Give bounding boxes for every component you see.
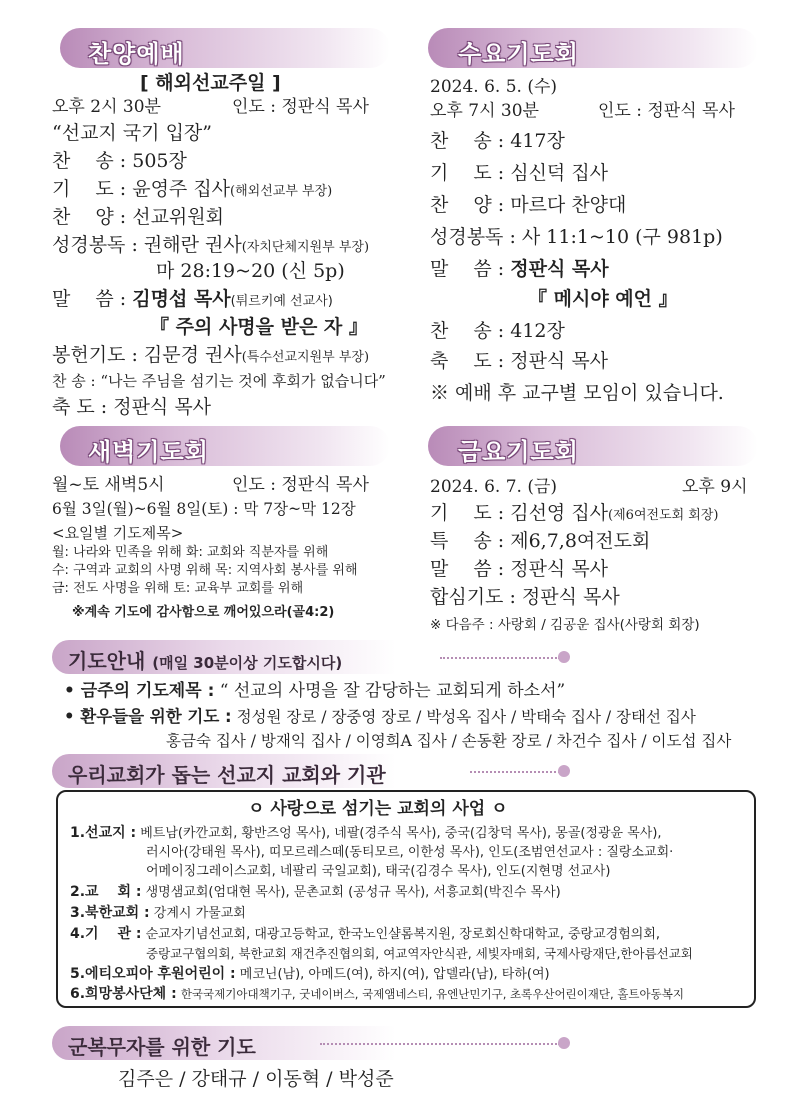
- sunday-title: 찬양예배: [88, 40, 185, 68]
- friday-sermon: 말 씀 : 정판식 목사: [430, 558, 609, 580]
- sunday-sermon-title: 『 주의 사명을 받은 자 』: [150, 316, 368, 338]
- missions-row-4-b: 중랑교구협의회, 북한교회 재건추진협의회, 여교역자안식관, 세빛자매회, 국제사랑재단,한아름선교회: [146, 946, 693, 961]
- sunday-offering: [52, 344, 369, 369]
- military-title: 군복무자를 위한 기도: [68, 1035, 256, 1059]
- missions-row-6-label: 6.희망봉사단체 :: [70, 986, 177, 1002]
- sunday-sermon: [52, 288, 333, 313]
- friday-prayer: [430, 502, 719, 527]
- missions-row-3-a: 강계시 가물교회: [153, 906, 246, 921]
- missions-row-3: [70, 904, 246, 923]
- prayer-guide-divider: [440, 657, 560, 659]
- dawn-topics-head: <요일별 기도제목>: [52, 524, 184, 542]
- dawn-topics-3: 금: 전도 사명을 위해 토: 교육부 교회를 위해: [52, 581, 304, 596]
- missions-row-4-a: 순교자기념선교회, 대광고등학교, 한국노인샬롬복지원, 장로회신학대학교, 중랑교경험의회,: [145, 927, 661, 942]
- missions-dot: [558, 765, 570, 777]
- patients-prayer: [64, 706, 696, 728]
- military-names: 김주은 / 강태규 / 이동혁 / 박성준: [118, 1068, 394, 1090]
- sunday-prayer-label: 기 도 : 윤영주 집사: [52, 178, 231, 200]
- dawn-schedule: 월~토 새벽5시: [52, 475, 165, 495]
- military-dot: [558, 1037, 570, 1049]
- sunday-offering-label: 봉헌기도 : 김문경 권사: [52, 344, 242, 366]
- patients-prayer-list-2: 홍금숙 집사 / 방재익 집사 / 이영희A 집사 / 손동환 장로 / 차건수 집사 / 이도섭 집사: [166, 732, 732, 750]
- military-divider: [320, 1043, 560, 1045]
- sunday-prayer-note: (해외선교부 부장): [230, 184, 333, 199]
- friday-next: ※ 다음주 : 사랑회 / 김공운 집사(사랑회 회장): [430, 617, 700, 633]
- sunday-leader: 인도 : 정판식 목사: [232, 97, 369, 117]
- patients-prayer-label: • 환우들을 위한 기도 :: [64, 707, 232, 726]
- dawn-verse: ※계속 기도에 감사함으로 깨어있으라(골4:2): [72, 605, 335, 620]
- friday-time: 오후 9시: [682, 477, 748, 497]
- prayer-guide-dot: [558, 651, 570, 663]
- missions-row-6-a: 한국국제기아대책기구, 굿네이버스, 국제앰네스티, 유엔난민기구, 초록우산어린이재단, 홀트아동복지: [180, 987, 684, 1001]
- missions-row-1-c: 어메이징그레이스교회, 네팔리 국일교회), 태국(김경수 목사), 인도(지현명 선교사): [146, 864, 611, 879]
- wednesday-hymn2: 찬 송 : 412장: [430, 320, 565, 342]
- sunday-sermon-preacher: 김명섭 목사: [132, 288, 231, 310]
- dawn-leader: 인도 : 정판식 목사: [232, 475, 369, 495]
- wednesday-time: 오후 7시 30분: [430, 101, 539, 121]
- wednesday-benediction: 축 도 : 정판식 목사: [430, 350, 609, 372]
- prayer-guide-main: 기도안내: [68, 649, 146, 673]
- missions-row-2-a: 생명샘교회(엄대현 목사), 문촌교회 (공성규 목사), 서흥교회(박진수 목사): [145, 885, 561, 900]
- dawn-topics-2: 수: 구역과 교회의 사명 위해 목: 지역사회 봉사를 위해: [52, 563, 358, 578]
- sunday-reading: [52, 234, 369, 259]
- sunday-sermon-note: (튀르키예 선교사): [230, 294, 333, 309]
- patients-prayer-list-1: 정성원 장로 / 장중영 장로 / 박성옥 집사 / 박태숙 집사 / 장태선 집사: [236, 708, 696, 726]
- sunday-hymn2: 찬 송 : “나는 주님을 섬기는 것에 후회가 없습니다”: [52, 372, 386, 390]
- missions-row-1: [70, 824, 662, 843]
- sunday-opening: “선교지 국기 입장”: [52, 122, 212, 144]
- prayer-guide-subtitle: (매일 30분이상 기도합시다): [152, 654, 343, 672]
- wednesday-leader: 인도 : 정판식 목사: [598, 101, 735, 121]
- missions-row-5-label: 5.에티오피아 후원어린이 :: [70, 966, 236, 982]
- dawn-topics-1: 월: 나라와 민족을 위해 화: 교회와 직분자를 위해: [52, 545, 329, 560]
- missions-row-6: [70, 985, 684, 1004]
- wednesday-sermon-preacher: 정판식 목사: [510, 258, 609, 280]
- missions-row-4-label: 4.기 관 :: [70, 926, 142, 942]
- sunday-reading-note: (자치단체지원부 부장): [241, 240, 370, 255]
- wednesday-date: 2024. 6. 5. (수): [430, 77, 558, 97]
- sunday-hymn: 찬 송 : 505장: [52, 150, 187, 172]
- friday-special: 특 송 : 제6,7,8여전도회: [430, 530, 651, 552]
- wednesday-sermon: [430, 258, 609, 280]
- weekly-prayer-text: “ 선교의 사명을 잘 감당하는 교회되게 하소서”: [219, 681, 566, 701]
- friday-title: 금요기도회: [458, 438, 579, 466]
- wednesday-choir: 찬 양 : 마르다 찬양대: [430, 194, 627, 216]
- missions-row-5: [70, 965, 550, 984]
- missions-row-1-a: 베트남(카깐교회, 황반즈엉 목사), 네팔(경주식 목사), 중국(김창덕 목사), 몽골(정광윤 목사),: [140, 826, 662, 841]
- sunday-offering-note: (특수선교지원부 부장): [241, 350, 370, 365]
- wednesday-prayer: 기 도 : 심신덕 집사: [430, 162, 609, 184]
- wednesday-title: 수요기도회: [458, 40, 579, 68]
- missions-box-title: ㅇ 사랑으로 섬기는 교회의 사업 ㅇ: [248, 799, 508, 819]
- weekly-prayer: [64, 680, 565, 702]
- sunday-reading-label: 성경봉독 : 권해란 권사: [52, 234, 242, 256]
- sunday-reading-passage: 마 28:19~20 (신 5p): [156, 260, 345, 282]
- missions-row-1-b: 러시아(강태원 목사), 띠모르레스떼(동티모르, 이한성 목사), 인도(조범연선교사 : 질랑소교회·: [146, 845, 674, 860]
- missions-row-4: [70, 925, 660, 944]
- friday-unison: 합심기도 : 정판식 목사: [430, 586, 620, 608]
- missions-row-2-label: 2.교 회 :: [70, 884, 142, 900]
- sunday-choir: 찬 양 : 선교위원회: [52, 206, 224, 228]
- missions-row-3-label: 3.북한교회 :: [70, 905, 150, 921]
- missions-row-2: [70, 883, 561, 902]
- missions-title: 우리교회가 돕는 선교지 교회와 기관: [68, 763, 386, 787]
- dawn-range: 6월 3일(월)~6월 8일(토) : 막 7장~막 12장: [52, 500, 356, 518]
- wednesday-reading: 성경봉독 : 사 11:1~10 (구 981p): [430, 226, 723, 248]
- wednesday-sermon-label: 말 씀 :: [430, 258, 511, 280]
- wednesday-sermon-title: 『 메시야 예언 』: [528, 288, 678, 310]
- sunday-benediction: 축 도 : 정판식 목사: [52, 396, 212, 418]
- wednesday-note: ※ 예배 후 교구별 모임이 있습니다.: [430, 382, 724, 404]
- missions-divider: [470, 771, 560, 773]
- weekly-prayer-label: • 금주의 기도제목 :: [64, 681, 215, 701]
- sunday-time: 오후 2시 30분: [52, 97, 161, 117]
- missions-row-1-label: 1.선교지 :: [70, 825, 137, 841]
- sunday-sermon-label: 말 씀 :: [52, 288, 133, 310]
- missions-row-5-a: 메코닌(남), 아메드(여), 하지(여), 압델라(남), 타하(여): [239, 967, 550, 982]
- friday-prayer-note: (제6여전도회 회장): [608, 508, 719, 523]
- wednesday-hymn: 찬 송 : 417장: [430, 130, 565, 152]
- prayer-guide-title: [68, 645, 342, 674]
- dawn-title: 새벽기도회: [88, 438, 209, 466]
- sunday-theme: [ 해외선교주일 ]: [140, 72, 281, 94]
- friday-date: 2024. 6. 7. (금): [430, 477, 558, 497]
- sunday-prayer: [52, 178, 332, 203]
- friday-prayer-label: 기 도 : 김선영 집사: [430, 502, 609, 524]
